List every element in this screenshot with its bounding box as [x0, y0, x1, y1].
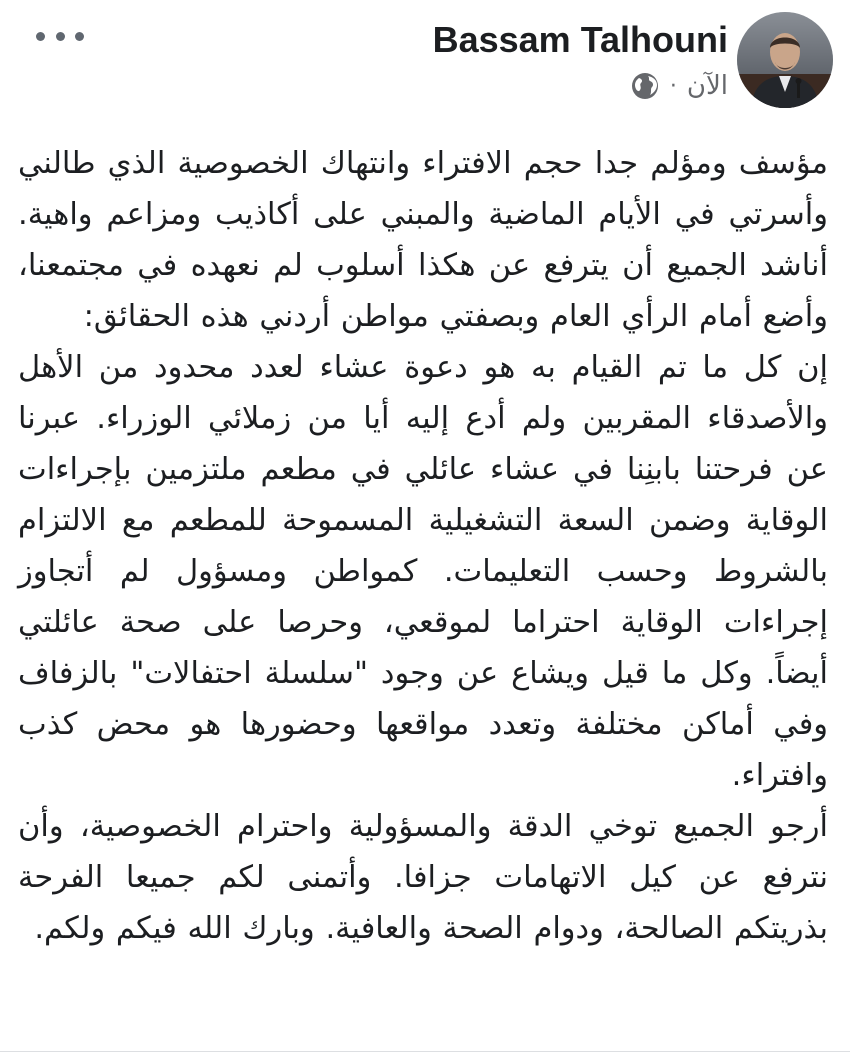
more-dot	[56, 32, 65, 41]
meta-separator: ·	[669, 73, 677, 99]
more-options-button[interactable]	[36, 22, 84, 50]
post-timestamp[interactable]: الآن	[686, 71, 728, 101]
more-dot	[75, 32, 84, 41]
post-header	[0, 0, 850, 120]
post-meta	[630, 68, 728, 104]
post-text: مؤسف ومؤلم جدا حجم الافتراء وانتهاك الخصوصية الذي طالني وأسرتي في الأيام الماضية والمبني على أكاذيب ومزاعم واهية. أناشد الجميع أن يترفع عن هكذا أسلوب لم نعهده في مجتمعنا، وأضع أمام الرأي العام وبصفتي مواطن أردني هذه الحقائق: إن كل ما تم القيام به هو دعوة عشاء لعدد محدود من الأهل والأصدقاء المقربين ولم أدع إليه أيا من زملائي الوزراء. عبرنا عن فرحتنا بابنِنا في عشاء عائلي في مطعم ملتزمين بإجراءات الوقاية وضمن السعة التشغيلية المسموحة للمطعم مع الالتزام بالشروط وحسب التعليمات. كمواطن ومسؤول لم أتجاوز إجراءات الوقاية احتراما لموقعي، وحرصا على صحة عائلتي أيضاً. وكل ما قيل ويشاع عن وجود "سلسلة احتفالات" بالزفاف وفي أماكن مختلفة وتعدد مواقعها وحضورها هو محض كذب وافتراء. أرجو الجميع توخي الدقة والمسؤولية واحترام الخصوصية، وأن نترفع عن كيل الاتهامات جزافا. وأتمنى لكم جميعا الفرحة بذريتكم الصالحة، ودوام الصحة والعافية. وبارك الله فيكم ولكم.	[18, 146, 828, 946]
globe-icon[interactable]	[630, 71, 660, 101]
author-avatar[interactable]	[737, 12, 833, 108]
divider	[0, 1051, 850, 1052]
more-dots-icon	[36, 32, 45, 41]
author-name[interactable]: Bassam Talhouni	[432, 19, 728, 60]
avatar-photo	[737, 12, 833, 108]
